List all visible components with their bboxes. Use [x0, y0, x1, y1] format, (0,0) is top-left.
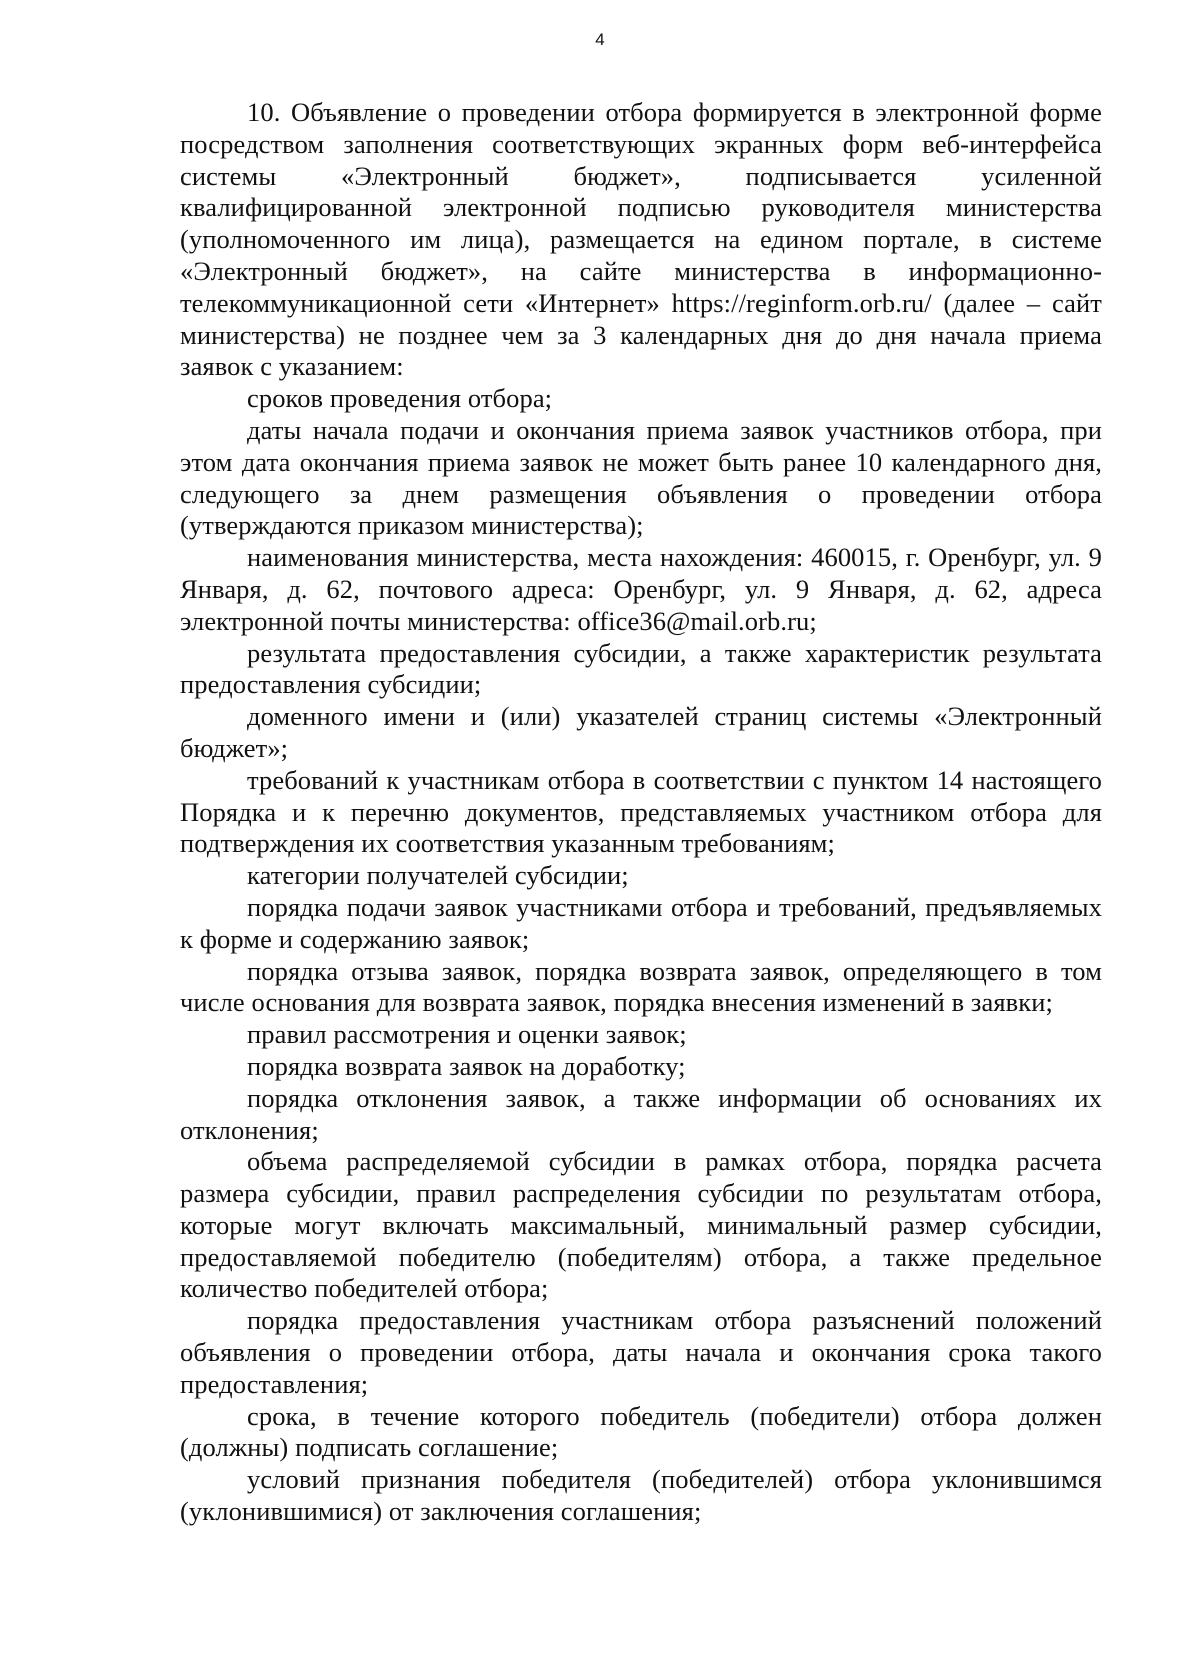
- list-item-submission-procedure: порядка подачи заявок участниками отбора и требований, предъявляемых к форме и содержанию заявок;: [180, 891, 1102, 954]
- list-item-withdrawal-procedure: порядка отзыва заявок, порядка возврата заявок, определяющего в том числе основания для возврата заявок, порядка внесения изменений в заявки;: [180, 955, 1102, 1018]
- list-item-domain-name: доменного имени и (или) указателей страниц системы «Электронный бюджет»;: [180, 701, 1102, 763]
- document-body: [180, 97, 1102, 1528]
- list-item-recipient-categories: категории получателей субсидии;: [247, 860, 629, 891]
- list-item-ministry-contacts: наименования министерства, места нахождения: 460015, г. Оренбург, ул. 9 Января, д. 62, почтового адреса: Оренбург, ул. 9 Января, д. 62, адреса электронной почты министерства: office36@mail.orb.ru;: [180, 542, 1102, 636]
- list-item-signing-deadline: срока, в течение которого победитель (победители) отбора должен (должны) подписать соглашение;: [180, 1400, 1102, 1463]
- list-item-participant-requirements: требований к участникам отбора в соответствии с пунктом 14 настоящего Порядка и к перечню документов, представляемых участником отбора для подтверждения их соответствия указанным требованиям;: [180, 764, 1102, 859]
- list-item-selection-dates: сроков проведения отбора;: [247, 383, 553, 414]
- list-item-return-for-revision: порядка возврата заявок на доработку;: [247, 1050, 686, 1081]
- list-item-clarifications: порядка предоставления участникам отбора разъяснений положений объявления о проведении отбора, даты начала и окончания срока такого предоставления;: [180, 1305, 1102, 1399]
- list-item-evaluation-rules: правил рассмотрения и оценки заявок;: [247, 1019, 687, 1050]
- list-item-subsidy-result: результата предоставления субсидии, а также характеристик результата предоставления субсидии;: [180, 637, 1102, 700]
- list-item-subsidy-volume: объема распределяемой субсидии в рамках отбора, порядка расчета размера субсидии, правил распределения субсидии по результатам отбора, которые могут включать максимальный, минимальный размер субсидии, предоставляемой победителю (победителям) отбора, а также предельное количество победителей отбора;: [180, 1146, 1102, 1304]
- paragraph-10-intro: 10. Объявление о проведении отбора формируется в электронной форме посредством заполнения соответствующих экранных форм веб-интерфейса системы «Электронный бюджет», подписывается усиленной квалифицированной электронной подписью руководителя министерства (уполномоченного им лица), размещается на едином портале, в системе «Электронный бюджет», на сайте министерства в информационно-телекоммуникационной сети «Интернет» https://reginform.orb.ru/ (далее – сайт министерства) не позднее чем за 3 календарных дня до дня начала приема заявок с указанием:: [180, 97, 1102, 382]
- list-item-application-dates: даты начала подачи и окончания приема заявок участников отбора, при этом дата окончания приема заявок не может быть ранее 10 календарного дня, следующего за днем размещения объявления о проведении отбора (утверждаются приказом министерства);: [180, 414, 1102, 541]
- list-item-evasion-conditions: условий признания победителя (победителей) отбора уклонившимся (уклонившимися) от заключения соглашения;: [180, 1464, 1102, 1527]
- list-item-rejection-procedure: порядка отклонения заявок, а также информации об основаниях их отклонения;: [180, 1082, 1102, 1145]
- page-number: 4: [595, 30, 605, 49]
